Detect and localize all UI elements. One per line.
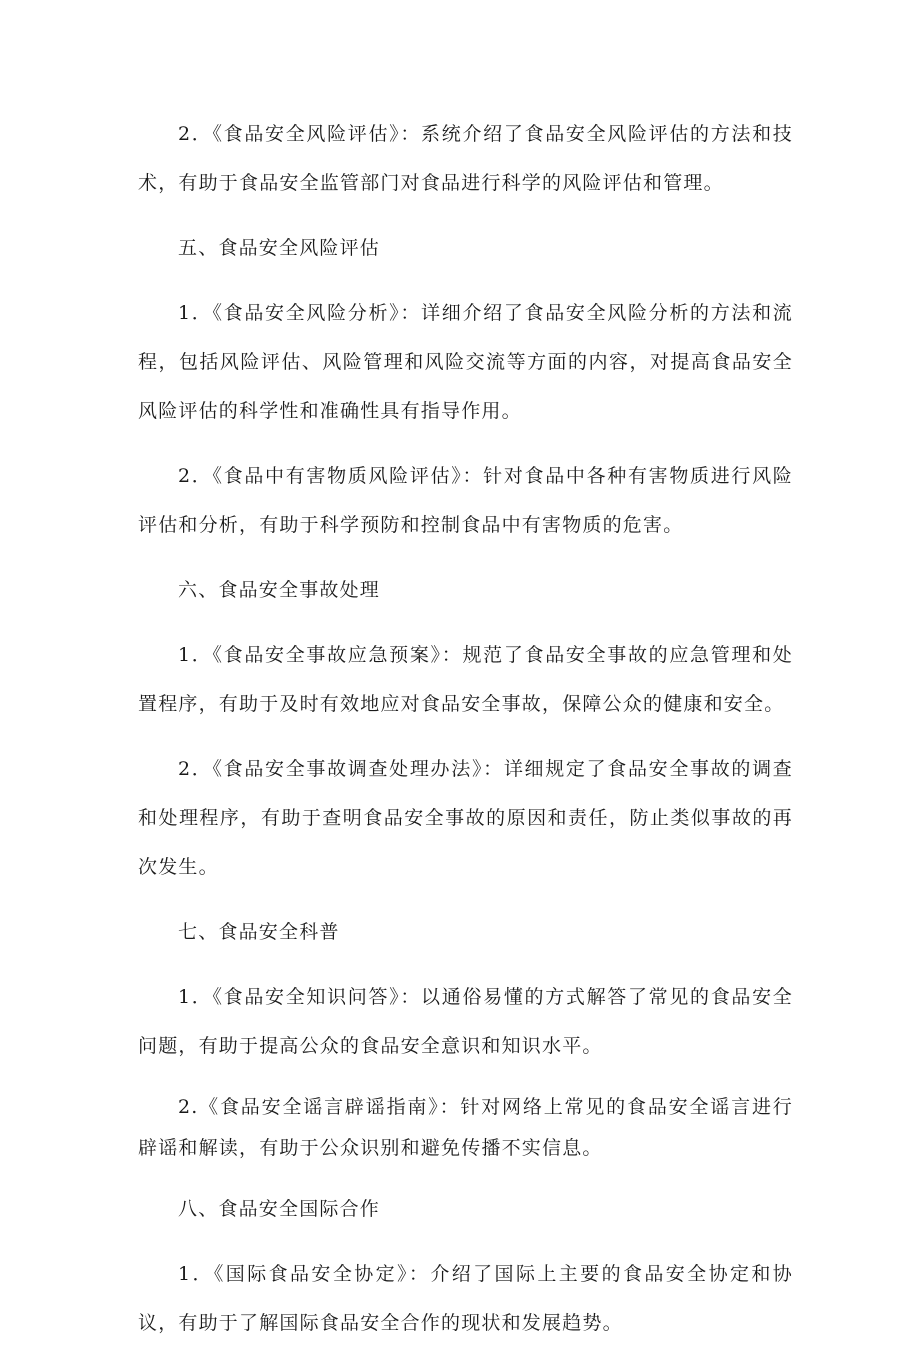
heading-text: 六、食品安全事故处理	[178, 579, 381, 601]
list-item	[138, 973, 793, 1071]
paragraph-text: 2．《食品安全事故调查处理办法》：详细规定了食品安全事故的调查和处理程序，有助于查明食品安全事故的原因和责任，防止类似事故的再次发生。	[138, 758, 793, 878]
list-item	[138, 1250, 793, 1348]
document-page	[138, 110, 793, 1364]
paragraph-text: 1．《食品安全风险分析》：详细介绍了食品安全风险分析的方法和流程，包括风险评估、风险管理和风险交流等方面的内容，对提高食品安全风险评估的科学性和准确性具有指导作用。	[138, 302, 793, 422]
paragraph-text: 2.《食品安全谣言辟谣指南》：针对网络上常见的食品安全谣言进行辟谣和解读，有助于公众识别和避免传播不实信息。	[138, 1096, 793, 1159]
paragraph-text: 2．《食品安全风险评估》：系统介绍了食品安全风险评估的方法和技术，有助于食品安全监管部门对食品进行科学的风险评估和管理。	[138, 123, 793, 194]
list-item	[138, 110, 793, 208]
list-item	[138, 289, 793, 436]
list-item	[138, 452, 793, 550]
list-item	[138, 745, 793, 892]
heading-text: 八、食品安全国际合作	[178, 1198, 381, 1220]
list-item	[138, 631, 793, 729]
section-heading	[138, 566, 793, 615]
paragraph-text: 1．《国际食品安全协定》：介绍了国际上主要的食品安全协定和协议，有助于了解国际食品安全合作的现状和发展趋势。	[138, 1263, 793, 1334]
paragraph-text: 1．《食品安全知识问答》：以通俗易懂的方式解答了常见的食品安全问题，有助于提高公众的食品安全意识和知识水平。	[138, 986, 793, 1057]
heading-text: 五、食品安全风险评估	[178, 237, 381, 259]
paragraph-text: 2．《食品中有害物质风险评估》：针对食品中各种有害物质进行风险评估和分析，有助于科学预防和控制食品中有害物质的危害。	[138, 465, 793, 536]
section-heading	[138, 908, 793, 957]
section-heading	[138, 1185, 793, 1234]
section-heading	[138, 224, 793, 273]
list-item	[138, 1087, 793, 1169]
paragraph-text: 1．《食品安全事故应急预案》：规范了食品安全事故的应急管理和处置程序，有助于及时有效地应对食品安全事故，保障公众的健康和安全。	[138, 644, 793, 715]
heading-text: 七、食品安全科普	[178, 921, 340, 943]
